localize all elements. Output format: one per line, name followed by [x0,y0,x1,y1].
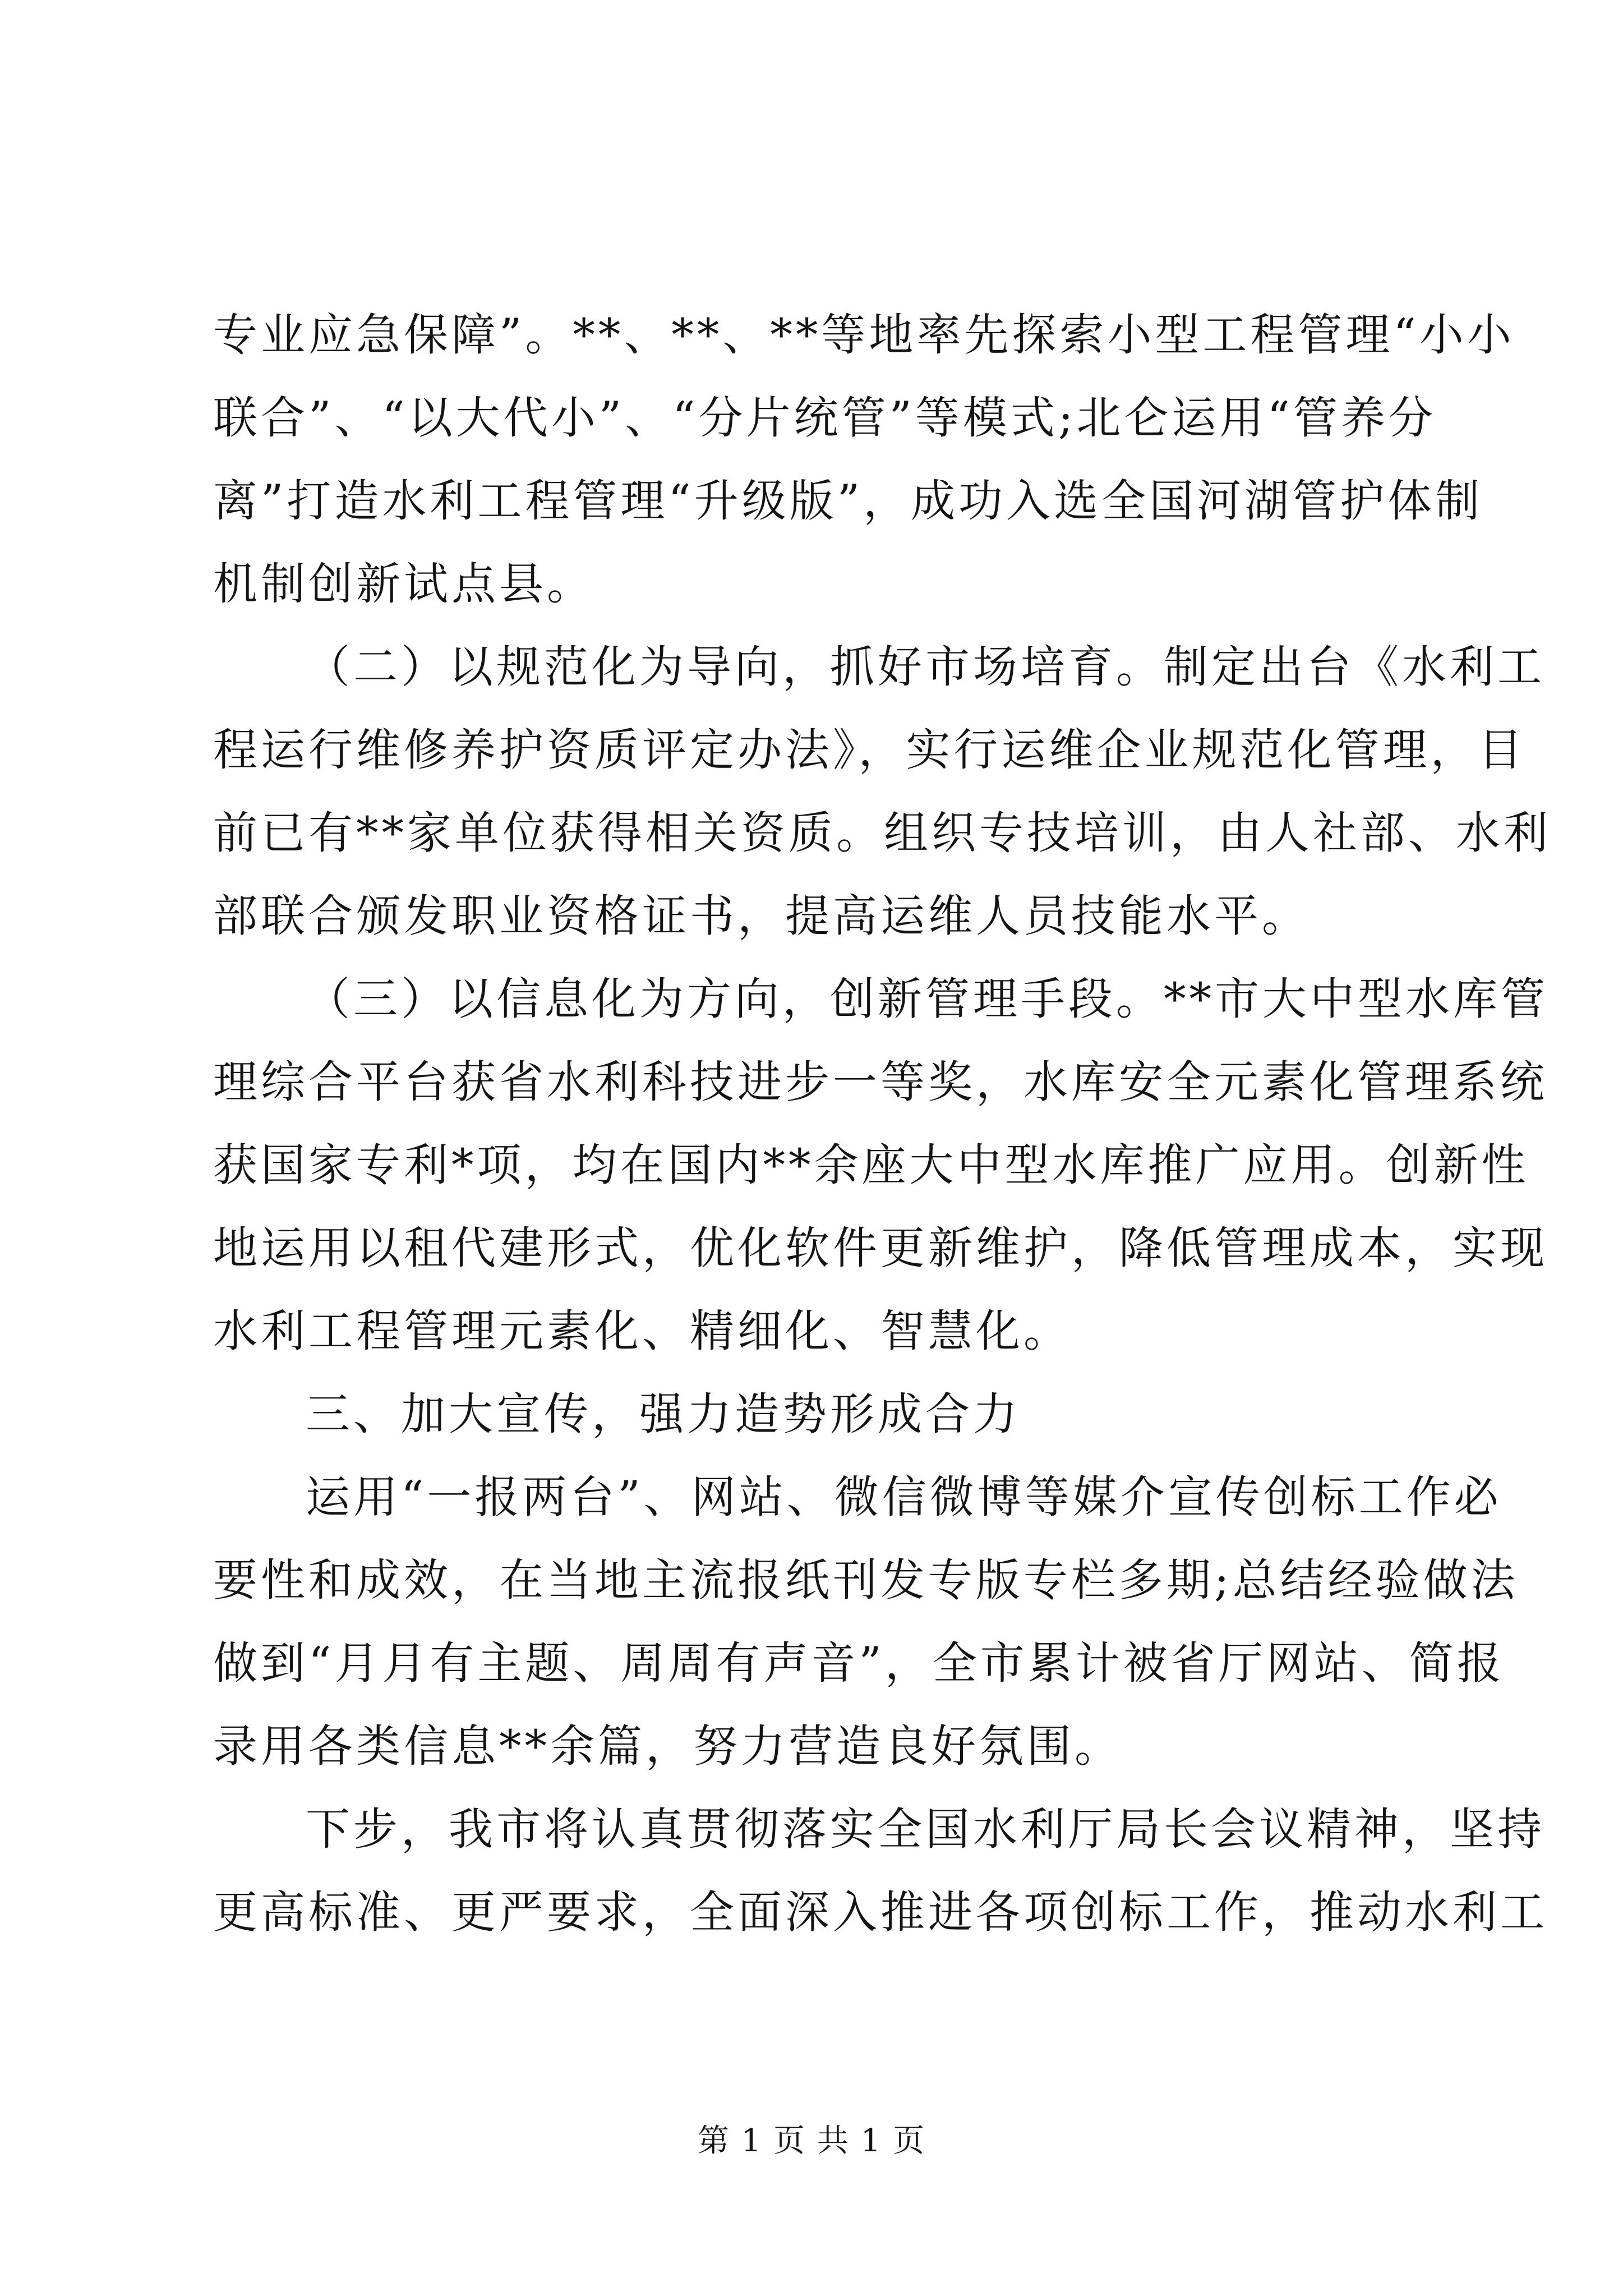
text-line-3: 离”打造水利工程管理“升级版”，成功入选全国河湖管护体制 [213,475,1483,527]
text-line-9: （三）以信息化为方向，创新管理手段。**市大中型水库管 [306,973,1548,1025]
section-heading: 三、加大宣传，强力造势形成合力 [306,1388,1021,1440]
text-line-11: 获国家专利*项，均在国内**余座大中型水库推广应用。创新性 [213,1139,1529,1191]
text-line-10: 理综合平台获省水利科技进步一等奖，水库安全元素化管理系统 [213,1056,1548,1108]
text-line-13: 水利工程管理元素化、精细化、智慧化。 [213,1305,1071,1357]
text-line-7: 前已有**家单位获得相关资质。组织专技培训，由人社部、水利 [213,807,1551,859]
text-line-2: 联合”、“以大代小”、“分片统管”等模式;北仑运用“管养分 [213,392,1436,444]
text-line-12: 地运用以租代建形式，优化软件更新维护，降低管理成本，实现 [213,1222,1548,1274]
text-line-1: 专业应急保障”。**、**、**等地率先探索小型工程管理“小小 [213,309,1515,361]
text-line-15: 运用“一报两台”、网站、微信微博等媒介宣传创标工作必 [306,1471,1502,1523]
text-line-6: 程运行维修养护资质评定办法》，实行运维企业规范化管理，目 [213,724,1526,776]
text-line-19: 下步，我市将认真贯彻落实全国水利厅局长会议精神，坚持 [306,1803,1545,1855]
page-footer: 第 1 页 共 1 页 [697,2123,926,2159]
text-line-4: 机制创新试点县。 [213,558,594,610]
text-line-20: 更高标准、更严要求，全面深入推进各项创标工作，推动水利工 [213,1887,1548,1938]
text-line-8: 部联合颁发职业资格证书，提高运维人员技能水平。 [213,890,1310,942]
text-line-16: 要性和成效，在当地主流报纸刊发专版专栏多期;总结经验做法 [213,1554,1519,1606]
text-line-5: （二）以规范化为导向，抓好市场培育。制定出台《水利工 [306,641,1545,693]
text-line-17: 做到“月月有主题、周周有声音”，全市累计被省厅网站、简报 [213,1637,1505,1689]
text-line-18: 录用各类信息**余篇，努力营造良好氛围。 [213,1720,1122,1772]
